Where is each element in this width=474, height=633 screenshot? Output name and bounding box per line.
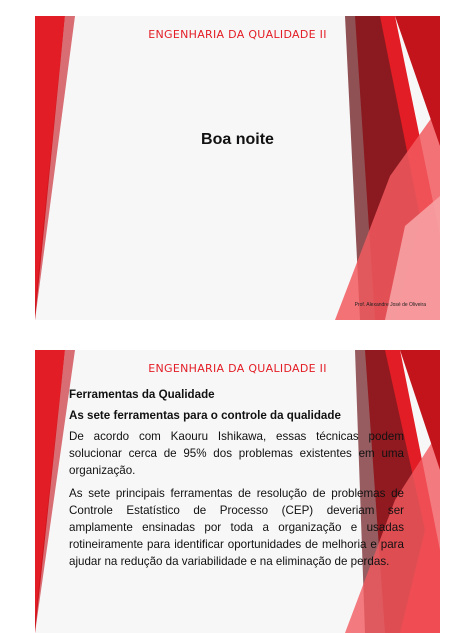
slide-1-footer: Prof. Alexandre José de Oliveira [354, 302, 426, 308]
slide-2-paragraph-2: As sete principais ferramentas de resolução de problemas de Controle Estatístico de Processo (CEP) deveriam ser amplamente ensinadas por toda a organização e usadas rotineiramente para identificar oportunidades de melhoria e para ajudar na redução da variabilidade e na eliminação de perdas. [69, 487, 404, 568]
slide-1-title: Boa noite [201, 131, 274, 148]
slide-2-header: ENGENHARIA DA QUALIDADE II [148, 362, 327, 375]
slide-1-header: ENGENHARIA DA QUALIDADE II [148, 28, 327, 41]
slide-2-paragraph-1: De acordo com Kaouru Ishikawa, essas técnicas podem solucionar cerca de 95% dos problemas existentes em uma organização. [69, 430, 404, 477]
slide-2-content [69, 386, 404, 576]
slide-2 [35, 350, 440, 633]
slide-2-heading-1: Ferramentas da Qualidade [69, 388, 215, 401]
slide-1-decoration [35, 16, 440, 320]
slide-2-heading-2: As sete ferramentas para o controle da qualidade [69, 409, 341, 422]
slide-1 [35, 16, 440, 320]
